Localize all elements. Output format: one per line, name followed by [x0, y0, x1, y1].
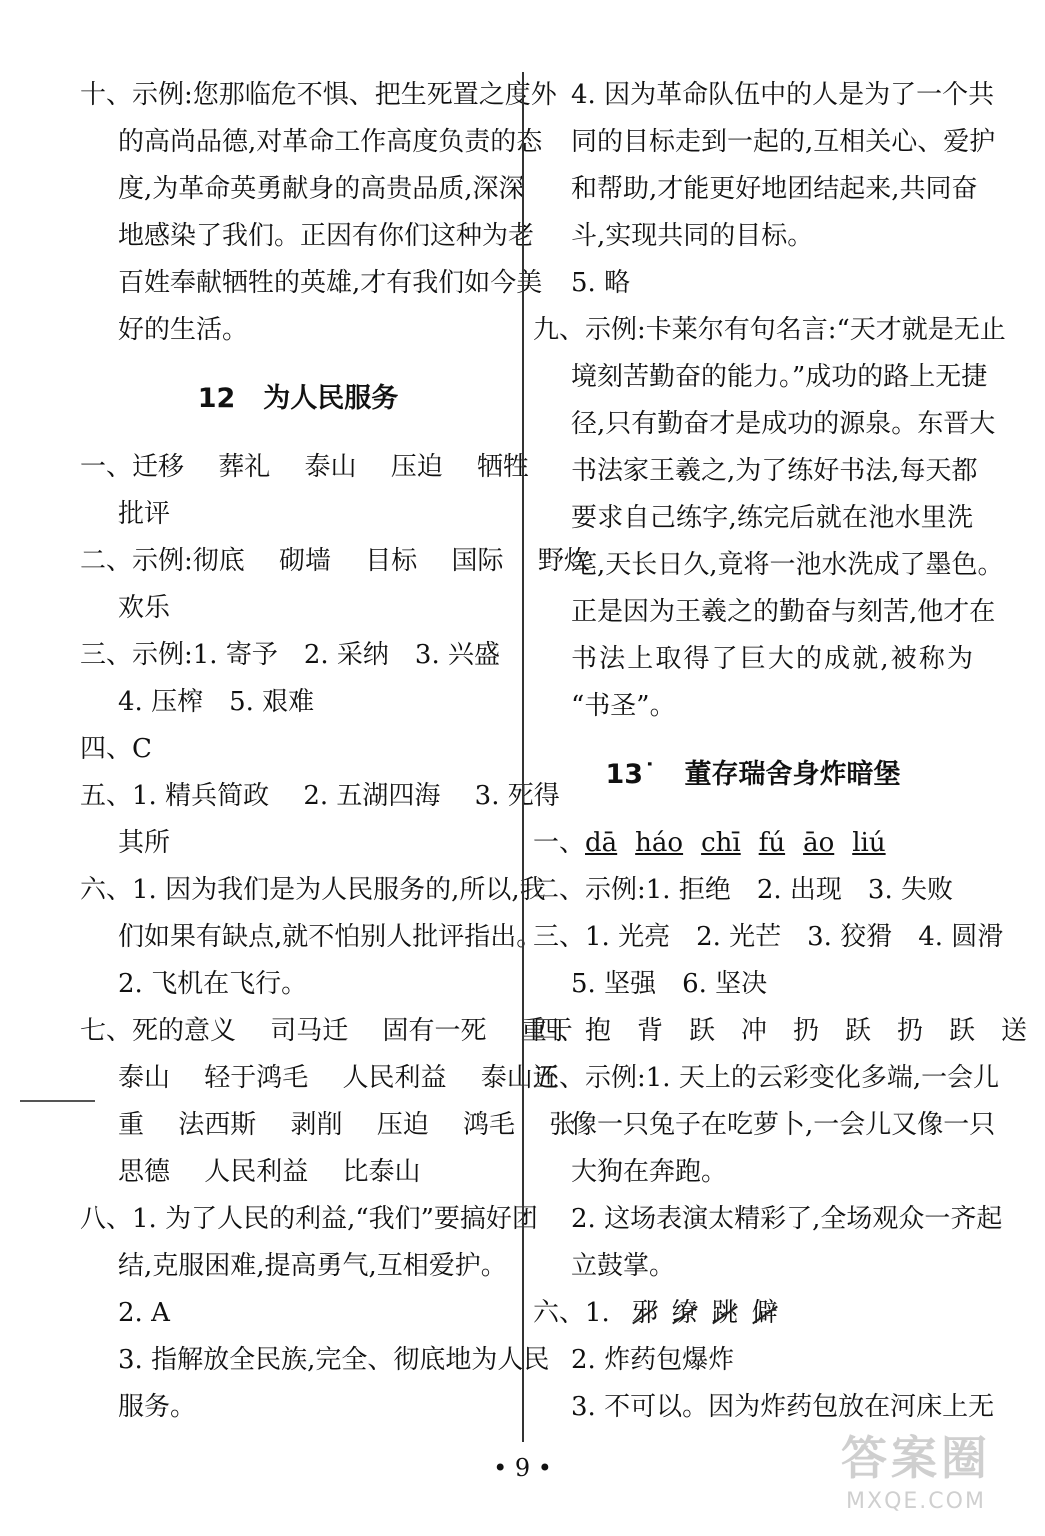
answer-line: 五、1. 精兵简政 2. 五湖四海 3. 死得	[80, 781, 560, 811]
text-line: “书圣”。	[571, 691, 676, 721]
answer-line: 5. 坚强 6. 坚决	[571, 969, 768, 999]
answer-line: 二、示例:彻底 砌墙 目标 国际 野炊	[80, 546, 590, 576]
page-number: • 9 •	[493, 1454, 552, 1482]
answer-line: 结,克服困难,提高勇气,互相爱护。	[118, 1251, 507, 1281]
text-line: 5. 略	[571, 268, 631, 298]
section-number: 13˙	[605, 759, 657, 790]
item-ten	[80, 72, 557, 354]
crossed-char: 缭	[672, 1290, 698, 1337]
answer-line: 立鼓掌。	[571, 1251, 676, 1281]
answer-line: 大狗在奔跑。	[571, 1157, 728, 1187]
answer-line: 服务。	[118, 1392, 197, 1422]
section-title: 董存瑞舍身炸暗堡	[684, 759, 901, 790]
answer-line: 批评	[118, 499, 171, 529]
answer-line: 三、1. 光亮 2. 光芒 3. 狡猾 4. 圆滑	[533, 922, 1004, 952]
section-13-answers	[533, 820, 1028, 1431]
answer-line: 一、迁移 葬礼 泰山 压迫 牺牲	[80, 452, 530, 482]
answer-line: 3. 指解放全民族,完全、彻底地为人民	[118, 1345, 550, 1375]
section-13-heading	[533, 730, 973, 820]
answer-line: 欢乐	[118, 593, 171, 623]
answer-line: 2. A	[118, 1298, 170, 1328]
pinyin-answer: āo	[803, 828, 835, 858]
text-line: 斗,实现共同的目标。	[571, 221, 814, 251]
text-line: 的高尚品德,对革命工作高度负责的态	[118, 127, 543, 157]
pinyin-line	[533, 820, 973, 867]
answer-line: 七、死的意义 司马迁 固有一死 重于	[80, 1016, 573, 1046]
crossed-char: 跳	[712, 1290, 738, 1337]
pinyin-answer: dā	[585, 828, 618, 858]
answer-line: 四、C	[80, 734, 152, 764]
answer-line: 2. 飞机在飞行。	[118, 969, 308, 999]
section-12-answers	[80, 444, 590, 1431]
section-title: 为人民服务	[263, 383, 399, 414]
answer-line: 其所	[118, 828, 171, 858]
text-line: 书法家王羲之,为了练好书法,每天都	[571, 456, 978, 486]
pinyin-answer: háo	[635, 828, 684, 858]
right-column	[533, 72, 1028, 1431]
pinyin-answer: chī	[701, 828, 741, 858]
watermark-title: 答案圈	[841, 1431, 991, 1485]
text-line: 百姓奉献牺牲的英雄,才有我们如今美	[118, 268, 543, 298]
answer-line: 五、示例:1. 天上的云彩变化多端,一会儿	[533, 1063, 1000, 1093]
answer-line: 3. 不可以。因为炸药包放在河床上无	[571, 1392, 995, 1422]
text-line: 同的目标走到一起的,互相关心、爱护	[571, 127, 996, 157]
answer-line: 4. 压榨 5. 艰难	[118, 687, 315, 717]
section-number: 12	[197, 383, 236, 414]
watermark-logo	[811, 1428, 1021, 1528]
text-line: 4. 因为革命队伍中的人是为了一个共	[571, 80, 995, 110]
item-prefix: 一、	[533, 828, 586, 858]
text-line: 和帮助,才能更好地团结起来,共同奋	[571, 174, 978, 204]
answer-line: 们如果有缺点,就不怕别人批评指出。	[118, 922, 543, 952]
answer-line: 泰山 轻于鸿毛 人民利益 泰山还	[118, 1063, 559, 1093]
text-line: 好的生活。	[118, 315, 249, 345]
text-line: 九、示例:卡莱尔有句名言:“天才就是无止	[533, 315, 1006, 345]
text-line: 径,只有勤奋才是成功的源泉。东晋大	[571, 409, 996, 439]
left-column	[80, 72, 590, 1431]
answer-line: 2. 炸药包爆炸	[571, 1345, 735, 1375]
item-prefix: 六、1.	[533, 1298, 610, 1328]
watermark-url: MXQE.COM	[846, 1489, 986, 1514]
column-divider	[522, 72, 524, 1442]
text-line: 要求自己练字,练完后就在池水里洗	[571, 503, 973, 533]
text-line: 笔,天长日久,竟将一池水洗成了墨色。	[571, 550, 1004, 580]
text-line: 十、示例:您那临危不惧、把生死置之度外	[80, 80, 557, 110]
continued-answers	[533, 72, 1006, 730]
crossed-chars-line	[533, 1290, 973, 1337]
answer-line: 四、抱 背 跃 冲 扔 跃 扔 跃 送	[533, 1016, 1028, 1046]
answer-line: 像一只兔子在吃萝卜,一会儿又像一只	[571, 1110, 996, 1140]
text-line: 境刻苦勤奋的能力。”成功的路上无捷	[571, 362, 988, 392]
crossed-char: 僻	[752, 1290, 778, 1337]
section-12-heading	[80, 354, 516, 444]
text-line: 正是因为王羲之的勤奋与刻苦,他才在	[571, 597, 996, 627]
answer-line: 八、1. 为了人民的利益,“我们”要搞好团	[80, 1204, 538, 1234]
answer-line: 2. 这场表演太精彩了,全场观众一齐起	[571, 1204, 1003, 1234]
pinyin-answer: fú	[758, 828, 786, 858]
pinyin-answer: liú	[852, 828, 886, 858]
text-line: 度,为革命英勇献身的高贵品质,深深	[118, 174, 525, 204]
text-line: 地感染了我们。正因有你们这种为老	[118, 221, 535, 251]
margin-dash	[20, 1100, 95, 1102]
answer-line: 六、1. 因为我们是为人民服务的,所以,我	[80, 875, 546, 905]
text-line: 书法上取得了巨大的成就,被称为	[571, 644, 973, 674]
answer-line: 思德 人民利益 比泰山	[118, 1157, 421, 1187]
answer-line: 二、示例:1. 拒绝 2. 出现 3. 失败	[533, 875, 953, 905]
answer-line: 重 法西斯 剥削 压迫 鸿毛 张	[118, 1110, 576, 1140]
answer-line: 三、示例:1. 寄予 2. 采纳 3. 兴盛	[80, 640, 500, 670]
crossed-char: 邪	[632, 1290, 658, 1337]
